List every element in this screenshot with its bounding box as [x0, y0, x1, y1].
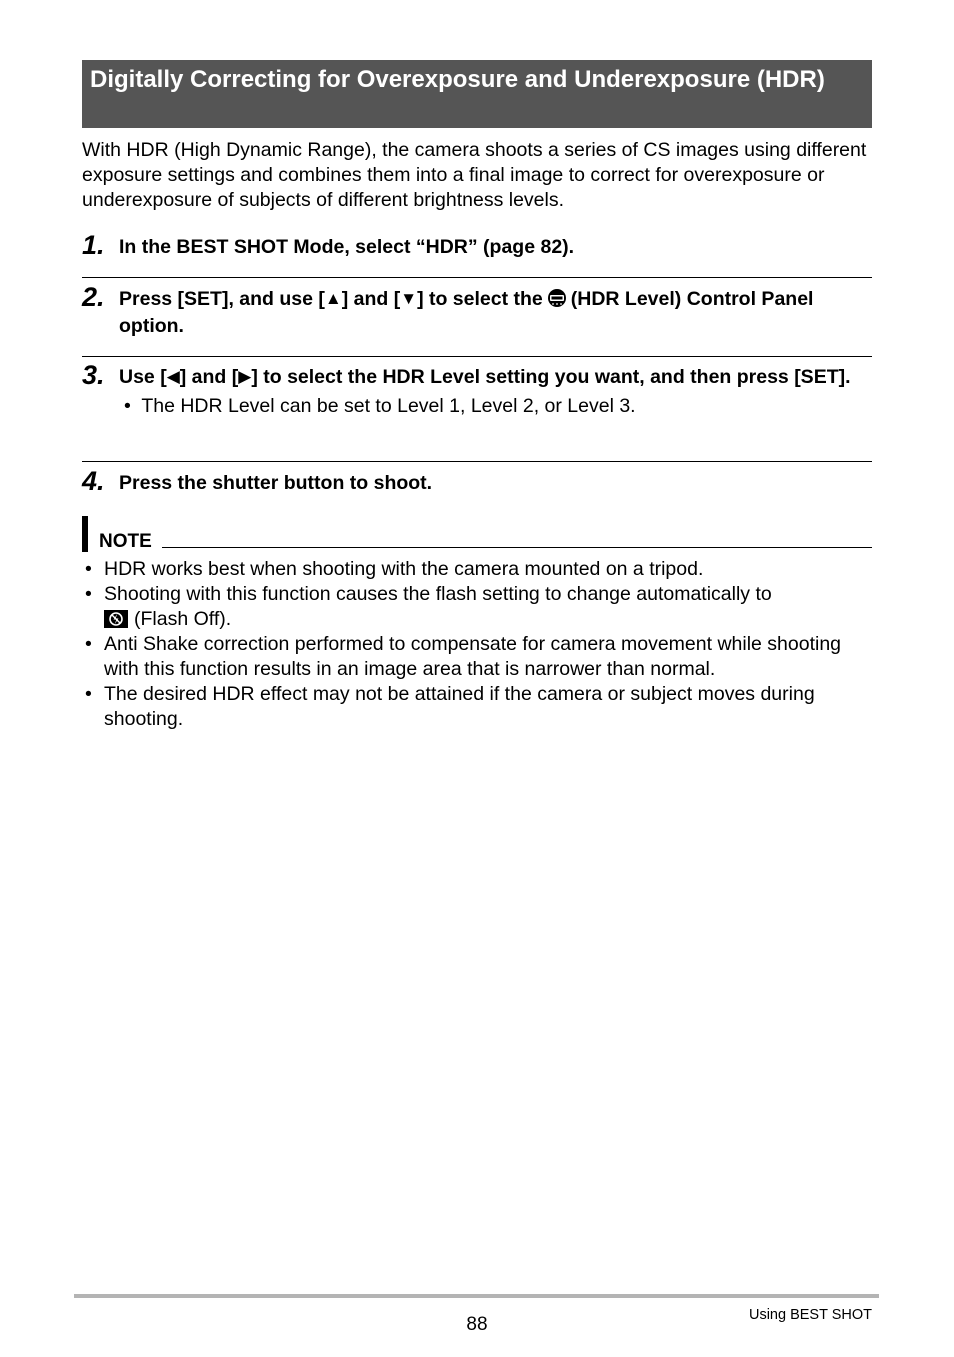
list-item: • The desired HDR effect may not be attained if the camera or subject moves during shooting. [85, 683, 815, 730]
list-item: • Shooting with this function causes the flash setting to change automatically to (Flash Off). [85, 583, 772, 630]
step-number: 3. [82, 360, 105, 390]
note-rule [162, 547, 872, 548]
step-4 [82, 466, 872, 496]
step-divider [82, 277, 872, 278]
flash-off-icon [104, 610, 128, 628]
down-arrow-icon: ▼ [400, 289, 418, 308]
step-3 [82, 360, 872, 419]
list-item: • HDR works best when shooting with the camera mounted on a tripod. [85, 558, 704, 580]
note-header [82, 516, 872, 552]
section-name: Using BEST SHOT [748, 1307, 872, 1323]
up-arrow-icon: ▲ [324, 289, 342, 308]
step-1 [82, 230, 872, 260]
step-text: Use [◀] and [▶] to select the HDR Level setting you want, and then press [SET]. [119, 366, 851, 388]
footer-rule [74, 1294, 879, 1298]
step-number: 2. [82, 282, 105, 312]
step-2 [82, 282, 872, 339]
intro-paragraph: With HDR (High Dynamic Range), the camera shoots a series of CS images using different exposure settings and combines them into a final image to correct for overexposure or underexposure of subjects of different brightness levels. [82, 139, 867, 211]
note-bar [82, 516, 88, 552]
bullet: • [124, 395, 131, 417]
hdr-level-icon [547, 288, 567, 308]
page-number: 88 [466, 1314, 488, 1335]
step-divider [82, 461, 872, 462]
step-sub-note: • The HDR Level can be set to Level 1, Level 2, or Level 3. [124, 395, 636, 417]
list-item: • Anti Shake correction performed to compensate for camera movement while shooting with this function results in an image area that is narrower than normal. [85, 633, 842, 680]
note-label: NOTE [99, 531, 152, 552]
note-list [82, 557, 872, 732]
right-arrow-icon: ▶ [238, 367, 252, 386]
step-text: In the BEST SHOT Mode, select “HDR” (page 82). [119, 236, 575, 258]
step-text: Press [SET], and use [▲] and [▼] to select the (HDR Level) Control Panel option. [119, 288, 814, 337]
section-title: Digitally Correcting for Overexposure and Underexposure (HDR) [82, 60, 872, 128]
step-number: 1. [82, 230, 105, 260]
left-arrow-icon: ◀ [166, 367, 180, 386]
step-text: Press the shutter button to shoot. [119, 472, 433, 494]
step-number: 4. [82, 466, 105, 496]
step-divider [82, 356, 872, 357]
